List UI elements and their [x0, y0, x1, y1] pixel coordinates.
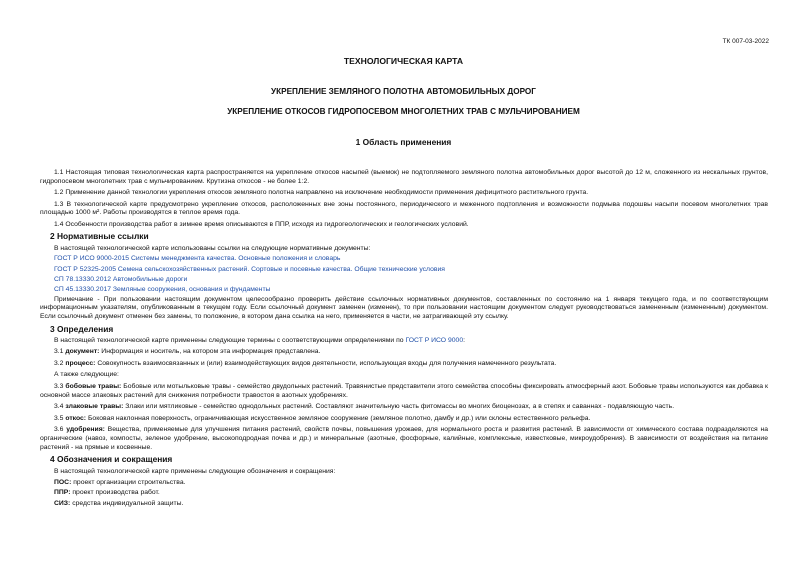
definition-number: 3.4 [54, 403, 66, 411]
definition-number: 3.5 [54, 414, 66, 422]
section-1-heading: 1 Область применения [355, 137, 452, 147]
definition-term: откос: [65, 414, 87, 422]
section-4-heading: 4 Обозначения и сокращения [50, 454, 173, 465]
section-2-note: Примечание - При пользовании настоящим документом целесообразно проверить действие ссылочных нормативных документов, составленных по состоянию на 1 января текущего года, и по соответствующим информационным указателям, опубликованным в текущем году. Если ссылочный документ заменен (изменен), то при пользовании настоящим документом следует руководствоваться замененным (измененным) документом. Если ссылочный документ отменен без замены, то положение, в котором дана ссылка на него, применяется в части, не затрагивающей эту ссылку. [40, 295, 768, 320]
definition-cereal-grasses [40, 403, 768, 412]
abbreviation-term: ПОС: [54, 478, 72, 486]
abbreviation-text: проект организации строительства. [71, 478, 186, 486]
definition-text: Боковая наклонная поверхность, ограничивающая искусственное земляное сооружение (земляное полотно, дамбу и др.) или склоны естественного рельефа. [86, 414, 591, 422]
document-title: ТЕХНОЛОГИЧЕСКАЯ КАРТА [343, 56, 464, 66]
definition-text: Злаки или мятликовые - семейство однодольных растений. Составляют значительную часть фитомассы во многих биоценозах, а в степях и саваннах - подавляющую часть. [123, 403, 675, 411]
abbreviation-term: СИЗ: [54, 499, 71, 507]
abbreviation-item [40, 499, 768, 510]
section-1-paragraph-4: 1.4 Особенности производства работ в зимнее время описываются в ППР, исходя из гидрогеологических и геологических условий. [54, 220, 469, 228]
section-1-paragraph-2: 1.2 Применение данной технологии укрепления откосов земляного полотна направлено на исключение необходимости применения дефицитного растительного грунта. [54, 189, 589, 197]
abbreviation-term: ППР: [54, 489, 71, 497]
section-3-intro-text: В настоящей технологической карте применены следующие термины с соответствующими определениями по [54, 336, 406, 344]
definition-term: процесс: [65, 359, 96, 367]
definition-number: 3.1 [54, 348, 66, 356]
definition-document [40, 348, 768, 357]
section-4-intro: В настоящей технологической карте применены следующие обозначения и сокращения: [54, 468, 336, 476]
definition-number: 3.6 [54, 426, 67, 434]
section-3-heading: 3 Определения [50, 323, 114, 334]
document-subtitle-secondary: УКРЕПЛЕНИЕ ОТКОСОВ ГИДРОПОСЕВОМ МНОГОЛЕТНИХ ТРАВ С МУЛЬЧИРОВАНИЕМ [227, 107, 580, 116]
definition-term: документ: [65, 348, 100, 356]
abbreviation-text: проект производства работ. [70, 489, 160, 497]
reference-link[interactable]: СП 45.13330.2017 Земляные сооружения, основания и фундаменты [54, 286, 271, 294]
definition-slope [40, 415, 768, 424]
section-1-paragraph-3: 1.3 В технологической карте предусмотрено укрепление откосов, расположенных вне зоны постоянного, периодического и меженного подтопления и возможности подмыва подошвы насыпи посевом многолетних трав площадью 1000 м². Работы производятся в теплое время года. [40, 200, 768, 217]
gost-9000-link[interactable]: ГОСТ Р ИСО 9000 [405, 336, 464, 344]
abbreviation-text: средства индивидуальной защиты. [70, 499, 184, 507]
definition-term: злаковые травы: [65, 403, 124, 411]
abbreviation-item [40, 488, 768, 499]
definition-number: 3.3 [54, 382, 66, 390]
definition-number: 3.2 [54, 359, 66, 367]
document-code: ТК 007-03-2022 [722, 38, 769, 45]
section-2-heading: 2 Нормативные ссылки [50, 230, 149, 241]
definition-text: Информация и носитель, на котором эта информация представлена. [99, 348, 321, 356]
definition-process [40, 360, 768, 369]
definition-legume-grasses [40, 383, 768, 400]
section-2-intro: В настоящей технологической карте использованы ссылки на следующие нормативные документы: [54, 244, 371, 252]
document-subtitle-primary: УКРЕПЛЕНИЕ ЗЕМЛЯНОГО ПОЛОТНА АВТОМОБИЛЬНЫХ ДОРОГ [271, 87, 536, 96]
definition-text: Совокупность взаимосвязанных и (или) взаимодействующих видов деятельности, использующая входы для получения намеченного результата. [95, 359, 557, 367]
reference-link[interactable]: ГОСТ Р ИСО 9000-2015 Системы менеджмента качества. Основные положения и словарь [54, 255, 341, 263]
reference-link[interactable]: ГОСТ Р 52325-2005 Семена сельскохозяйственных растений. Сортовые и посевные качества. Общие технические условия [54, 265, 445, 273]
document-body [40, 169, 768, 509]
section-1-paragraph-1: 1.1 Настоящая типовая технологическая карта распространяется на укрепление откосов насыпей (выемок) не подтопляемого земляного полотна автомобильных дорог высотой до 12 м, сложенного из нескальных грунтов, гидропосевом многолетних трав с мульчированием. Крутизна откосов - не более 1:2. [40, 169, 768, 185]
reference-link[interactable]: СП 78.13330.2012 Автомобильные дороги [54, 275, 188, 283]
definition-term: удобрения: [66, 426, 105, 434]
definition-text: Бобовые или мотыльковые травы - семейство двудольных растений. Травянистые представители этого семейства способны фиксировать атмосферный азот. Бобовые травы используются как добавка к основной массе злаковых растений для снижения потребности травостоя в азотных удобрениях. [40, 382, 769, 399]
definition-term: бобовые травы: [65, 382, 122, 390]
section-3-intro [40, 337, 768, 346]
abbreviation-item [40, 478, 768, 489]
definition-fertilizers [40, 426, 768, 452]
definitions-also: А также следующие: [54, 371, 119, 379]
definition-text: Вещества, применяемые для улучшения питания растений, свойств почвы, повышения урожаев, для нормального роста и развития растений. В зависимости от химического состава подразделяются на органические (навоз, компосты, зеленое удобрение, высокоподродная почва и др.) и минеральные (азотные, фосфорные, калийные, комплексные, известковые, микроудобрения). В зависимости от воздействия на питание растений - на прямые и косвенные. [40, 426, 768, 451]
section-3-intro-end: : [463, 336, 465, 344]
